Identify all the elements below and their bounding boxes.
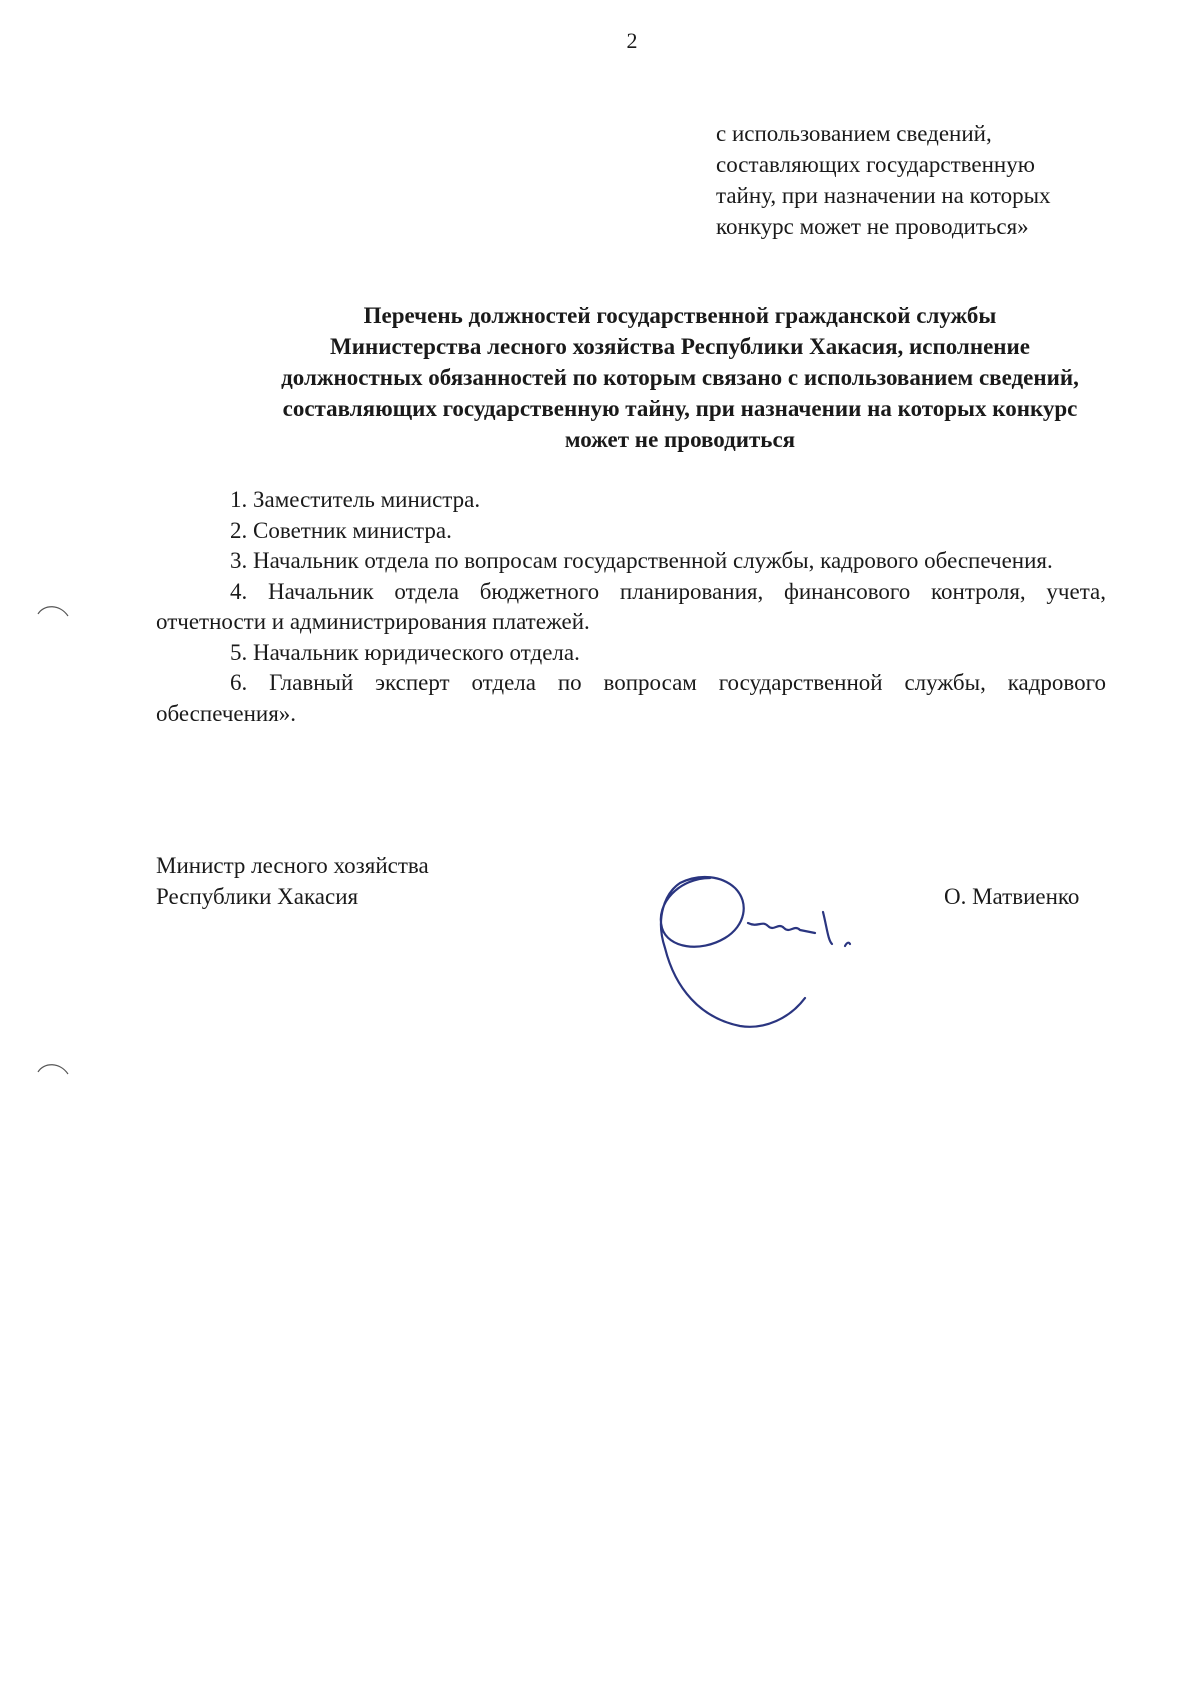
position-item: 3. Начальник отдела по вопросам государственной службы, кадрового обеспечения. xyxy=(230,548,1053,573)
position-item: 6. Главный эксперт отдела по вопросам государственной службы, кадрового обеспечения». xyxy=(156,670,1106,726)
positions-list xyxy=(156,485,1106,729)
position-item: 5. Начальник юридического отдела. xyxy=(230,639,580,665)
appendix-ref-line: тайну, при назначении на которых xyxy=(716,183,1051,208)
appendix-ref-line: составляющих государственную xyxy=(716,152,1035,177)
signature-block xyxy=(156,850,1106,912)
signer-title-line: Республики Хакасия xyxy=(156,884,359,909)
appendix-ref-line: с использованием сведений, xyxy=(716,121,992,146)
title-line: должностных обязанностей по которым связано с использованием сведений, xyxy=(281,365,1079,390)
position-item: 2. Советник министра. xyxy=(230,517,452,543)
title-line: может не проводиться xyxy=(564,427,796,452)
position-item: 1. Заместитель министра. xyxy=(230,487,481,512)
appendix-reference xyxy=(716,118,1116,242)
punch-hole-mark-icon xyxy=(34,600,74,630)
title-line: Министерства лесного хозяйства Республики Хакасия, исполнение xyxy=(330,334,1030,359)
document-title xyxy=(150,300,1200,455)
signer-title-line: Министр лесного хозяйства xyxy=(156,853,429,878)
page-number: 2 xyxy=(626,28,638,53)
signer-name: О. Матвиенко xyxy=(944,884,1080,909)
position-item: 4. Начальник отдела бюджетного планирования, финансового контроля, учета, отчетности и администрирования платежей. xyxy=(156,578,1106,634)
punch-hole-mark-icon xyxy=(34,1058,74,1088)
appendix-ref-line: конкурс может не проводиться» xyxy=(716,214,1029,239)
title-line: Перечень должностей государственной гражданской службы xyxy=(363,303,997,328)
title-line: составляющих государственную тайну, при назначении на которых конкурс xyxy=(282,396,1078,421)
handwritten-signature-icon xyxy=(640,848,940,1068)
